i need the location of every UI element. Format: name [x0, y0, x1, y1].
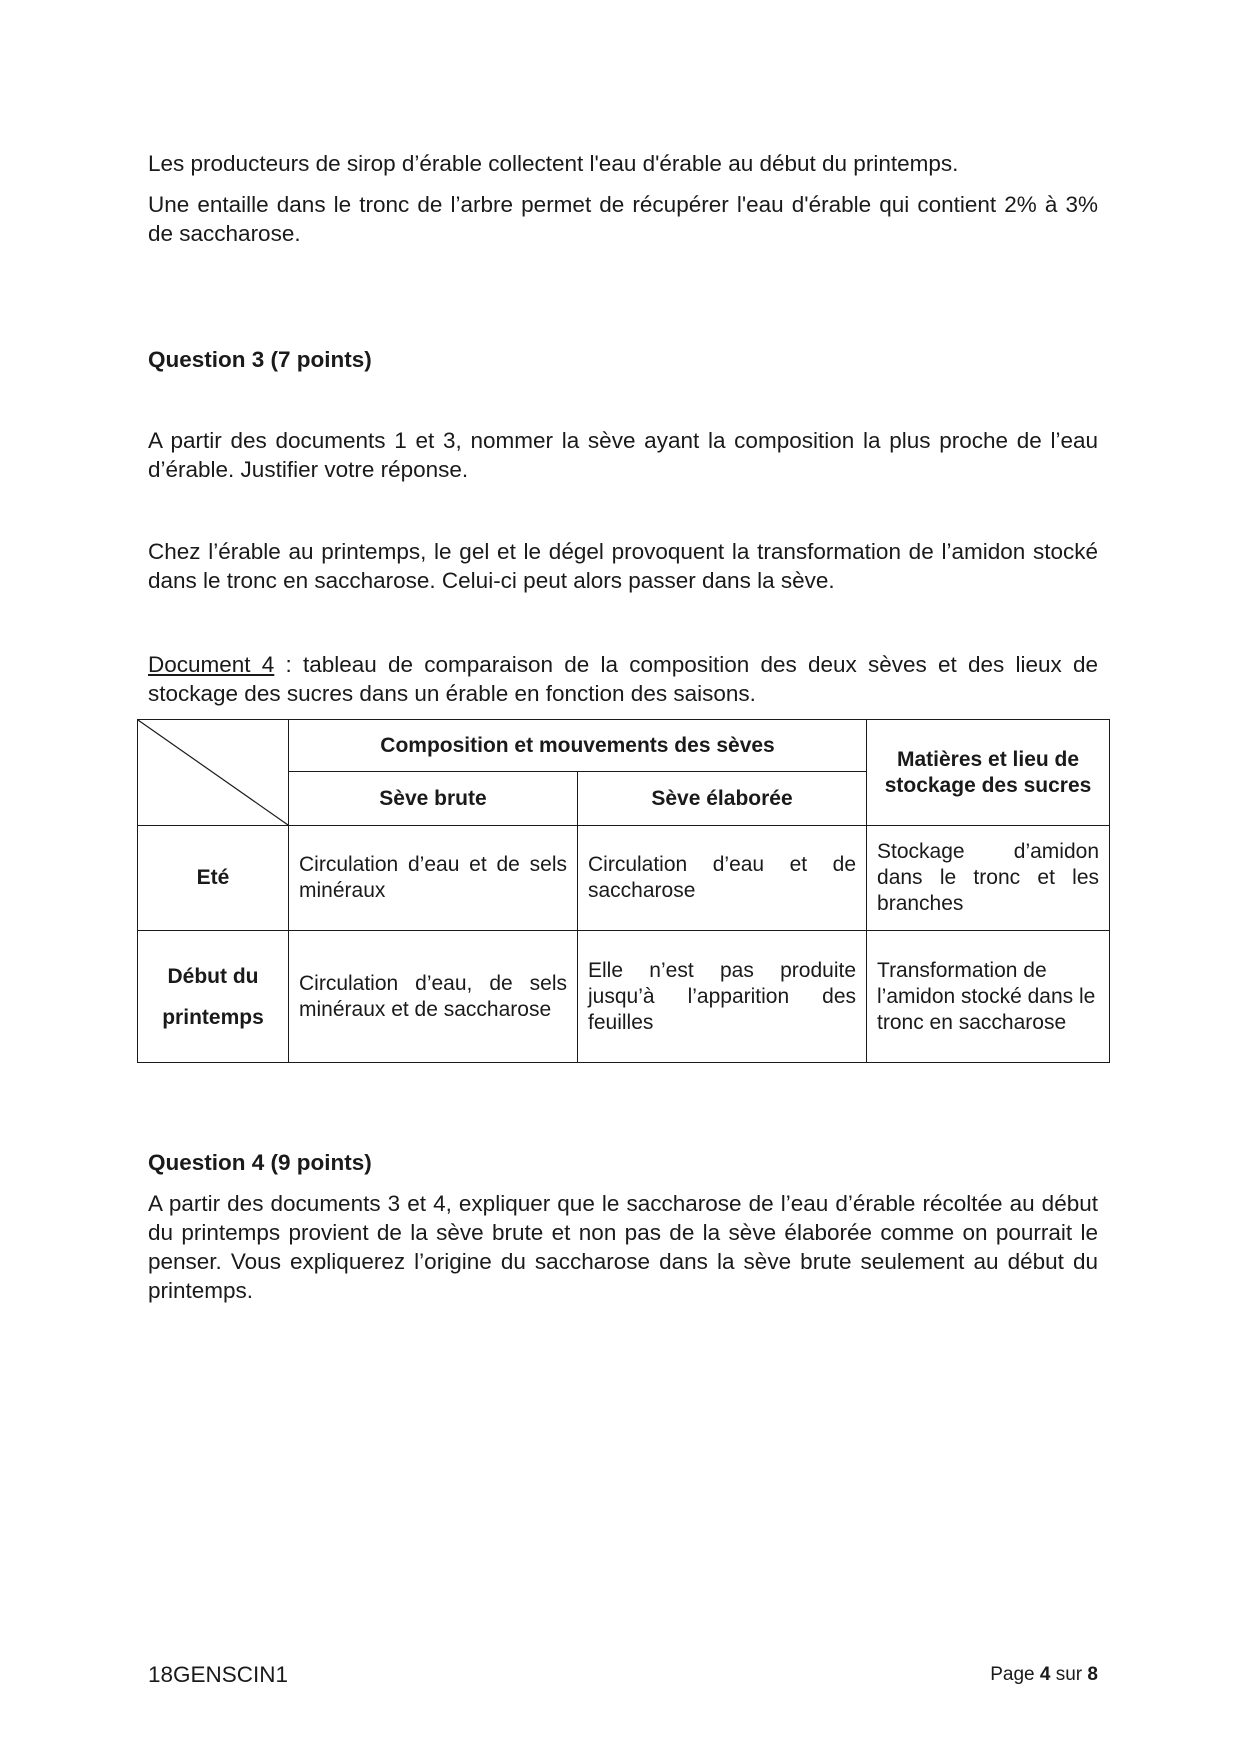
- cell-printemps-storage: Transformation de l’amidon stocké dans le tronc en saccharose: [867, 931, 1110, 1063]
- cell-printemps-brute: Circulation d’eau, de sels minéraux et de saccharose: [289, 931, 578, 1063]
- diagonal-line: [138, 720, 288, 825]
- question-3-text: A partir des documents 1 et 3, nommer la sève ayant la composition la plus proche de l’eau d’érable. Justifier votre réponse.: [148, 428, 1098, 482]
- cell-ete-elaboree: Circulation d’eau et de saccharose: [578, 826, 867, 931]
- question-4-text: A partir des documents 3 et 4, expliquer que le saccharose de l’eau d’érable récoltée au début du printemps provient de la sève brute et non pas de la sève élaborée comme on pourrait le penser. Vous expliquerez l’origine du saccharose dans la sève brute seulement au début du printemps.: [148, 1191, 1098, 1303]
- row-label-printemps-line1: Début du: [167, 964, 259, 988]
- page-number: [990, 1664, 1098, 1686]
- question-3-title: Question 3 (7 points): [148, 347, 372, 372]
- header-seve-elaboree: Sève élaborée: [578, 772, 867, 826]
- question-4-title: Question 4 (9 points): [148, 1150, 372, 1175]
- header-composition: Composition et mouvements des sèves: [289, 720, 867, 772]
- header-seve-brute: Sève brute: [289, 772, 578, 826]
- document-4-caption: [148, 650, 1098, 708]
- table-row: [138, 826, 1110, 931]
- document-4-caption-text: : tableau de comparaison de la composition des deux sèves et des lieux de stockage des sucres dans un érable en fonction des saisons.: [148, 652, 1098, 706]
- page-current: 4: [1039, 1664, 1051, 1685]
- document-4-label: Document 4: [148, 652, 275, 677]
- cell-ete-brute: Circulation d’eau et de sels minéraux: [289, 826, 578, 931]
- row-label-printemps-line2: printemps: [162, 1005, 264, 1029]
- context-paragraph: Chez l’érable au printemps, le gel et le dégel provoquent la transformation de l’amidon stocké dans le tronc en saccharose. Celui-ci peut alors passer dans la sève.: [148, 539, 1098, 593]
- intro-line-1: Les producteurs de sirop d’érable collectent l'eau d'érable au début du printemps.: [148, 151, 959, 176]
- page-total: 8: [1087, 1664, 1098, 1685]
- cell-printemps-elaboree: Elle n’est pas produite jusqu’à l’apparition des feuilles: [578, 931, 867, 1063]
- exam-code: 18GENSCIN1: [148, 1662, 289, 1687]
- page-of-word: sur: [1055, 1664, 1083, 1685]
- page-word: Page: [990, 1664, 1035, 1685]
- header-storage: Matières et lieu de stockage des sucres: [867, 720, 1110, 826]
- intro-line-2: Une entaille dans le tronc de l’arbre permet de récupérer l'eau d'érable qui contient 2% à 3% de saccharose.: [148, 192, 1098, 246]
- cell-ete-storage: Stockage d’amidon dans le tronc et les branches: [867, 826, 1110, 931]
- row-label-printemps: [138, 931, 289, 1063]
- table-row: [138, 931, 1110, 1063]
- comparison-table: [137, 719, 1110, 1063]
- table-corner-diagonal: [138, 720, 289, 826]
- row-label-ete: Eté: [138, 826, 289, 931]
